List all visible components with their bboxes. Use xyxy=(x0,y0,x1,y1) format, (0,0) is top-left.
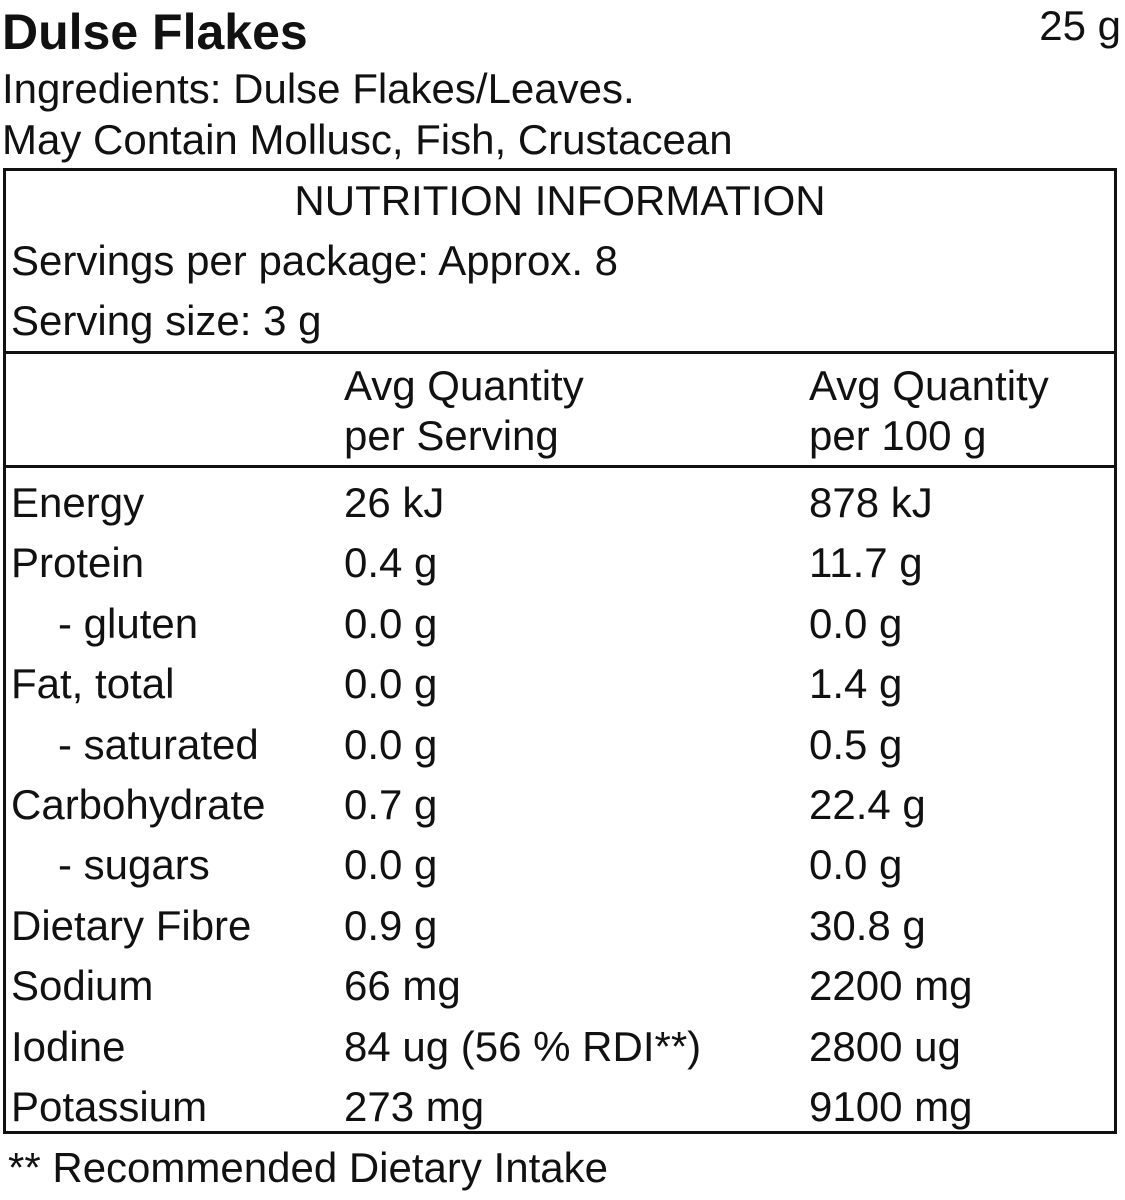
nutrient-per-serving: 0.7 g xyxy=(344,780,438,828)
nutrient-name: Fat, total xyxy=(11,660,175,708)
nutrition-heading: NUTRITION INFORMATION xyxy=(294,177,826,224)
nutrient-per-100g: 9100 mg xyxy=(809,1082,973,1130)
ingredients-text: Ingredients: Dulse Flakes/Leaves. xyxy=(2,65,635,112)
nutrient-per-serving: 0.0 g xyxy=(344,660,438,708)
nutrient-per-serving: 0.9 g xyxy=(344,901,438,949)
nutrient-name: Potassium xyxy=(11,1082,208,1130)
nutrient-per-100g: 0.5 g xyxy=(809,720,903,768)
column-header-per-serving-line2: per Serving xyxy=(344,412,559,459)
nutrient-name: Dietary Fibre xyxy=(11,901,252,949)
column-header-per-100g xyxy=(809,361,1049,461)
nutrient-per-100g: 1.4 g xyxy=(809,660,903,708)
nutrient-name: - gluten xyxy=(58,599,199,647)
net-weight: 25 g xyxy=(1039,2,1121,49)
nutrient-row-gluten xyxy=(6,594,1114,654)
nutrient-per-100g: 22.4 g xyxy=(809,780,926,828)
product-title: Dulse Flakes xyxy=(2,4,308,60)
nutrient-name: - sugars xyxy=(58,841,210,889)
nutrient-row-potassium xyxy=(6,1077,1114,1137)
nutrient-per-serving: 0.0 g xyxy=(344,720,438,768)
nutrient-per-serving: 0.0 g xyxy=(344,599,438,647)
nutrient-rows xyxy=(6,473,1114,1137)
nutrient-per-serving: 0.0 g xyxy=(344,841,438,889)
nutrient-per-serving: 273 mg xyxy=(344,1082,485,1130)
nutrient-per-100g: 0.0 g xyxy=(809,599,903,647)
nutrient-name: Iodine xyxy=(11,1022,126,1070)
nutrient-per-serving: 84 ug (56 % RDI**) xyxy=(344,1022,702,1070)
nutrient-per-100g: 11.7 g xyxy=(809,539,923,587)
column-header-per-100g-line1: Avg Quantity xyxy=(809,362,1049,409)
nutrient-name: Carbohydrate xyxy=(11,780,266,828)
nutrient-row-protein xyxy=(6,533,1114,593)
nutrient-per-100g: 2200 mg xyxy=(809,962,973,1010)
nutrient-row-iodine xyxy=(6,1017,1114,1077)
nutrient-row-saturated xyxy=(6,715,1114,775)
nutrient-row-fat-total xyxy=(6,654,1114,714)
column-header-divider xyxy=(6,465,1114,468)
nutrient-row-dietary-fibre xyxy=(6,896,1114,956)
nutrient-per-100g: 0.0 g xyxy=(809,841,903,889)
rdi-footnote: ** Recommended Dietary Intake xyxy=(8,1144,608,1191)
nutrient-row-energy xyxy=(6,473,1114,533)
nutrient-name: - saturated xyxy=(58,720,259,768)
nutrient-per-serving: 26 kJ xyxy=(344,479,445,526)
nutrient-name: Protein xyxy=(11,539,145,587)
nutrition-information-panel xyxy=(3,168,1117,1134)
nutrient-name: Energy xyxy=(11,479,145,526)
column-header-per-serving-line1: Avg Quantity xyxy=(344,362,584,409)
header-divider xyxy=(6,351,1114,354)
column-header-per-serving xyxy=(344,361,584,461)
nutrient-row-carbohydrate xyxy=(6,775,1114,835)
nutrient-name: Sodium xyxy=(11,962,154,1010)
nutrient-per-100g: 878 kJ xyxy=(809,479,933,526)
servings-per-package: Servings per package: Approx. 8 xyxy=(11,237,619,284)
nutrient-per-serving: 66 mg xyxy=(344,962,461,1010)
allergen-warning: May Contain Mollusc, Fish, Crustacean xyxy=(2,116,733,163)
serving-size: Serving size: 3 g xyxy=(11,297,322,344)
column-header-per-100g-line2: per 100 g xyxy=(809,412,987,459)
nutrient-per-100g: 30.8 g xyxy=(809,901,926,949)
nutrient-row-sodium xyxy=(6,956,1114,1016)
nutrient-per-serving: 0.4 g xyxy=(344,539,438,587)
nutrient-per-100g: 2800 ug xyxy=(809,1022,961,1070)
nutrient-row-sugars xyxy=(6,835,1114,895)
